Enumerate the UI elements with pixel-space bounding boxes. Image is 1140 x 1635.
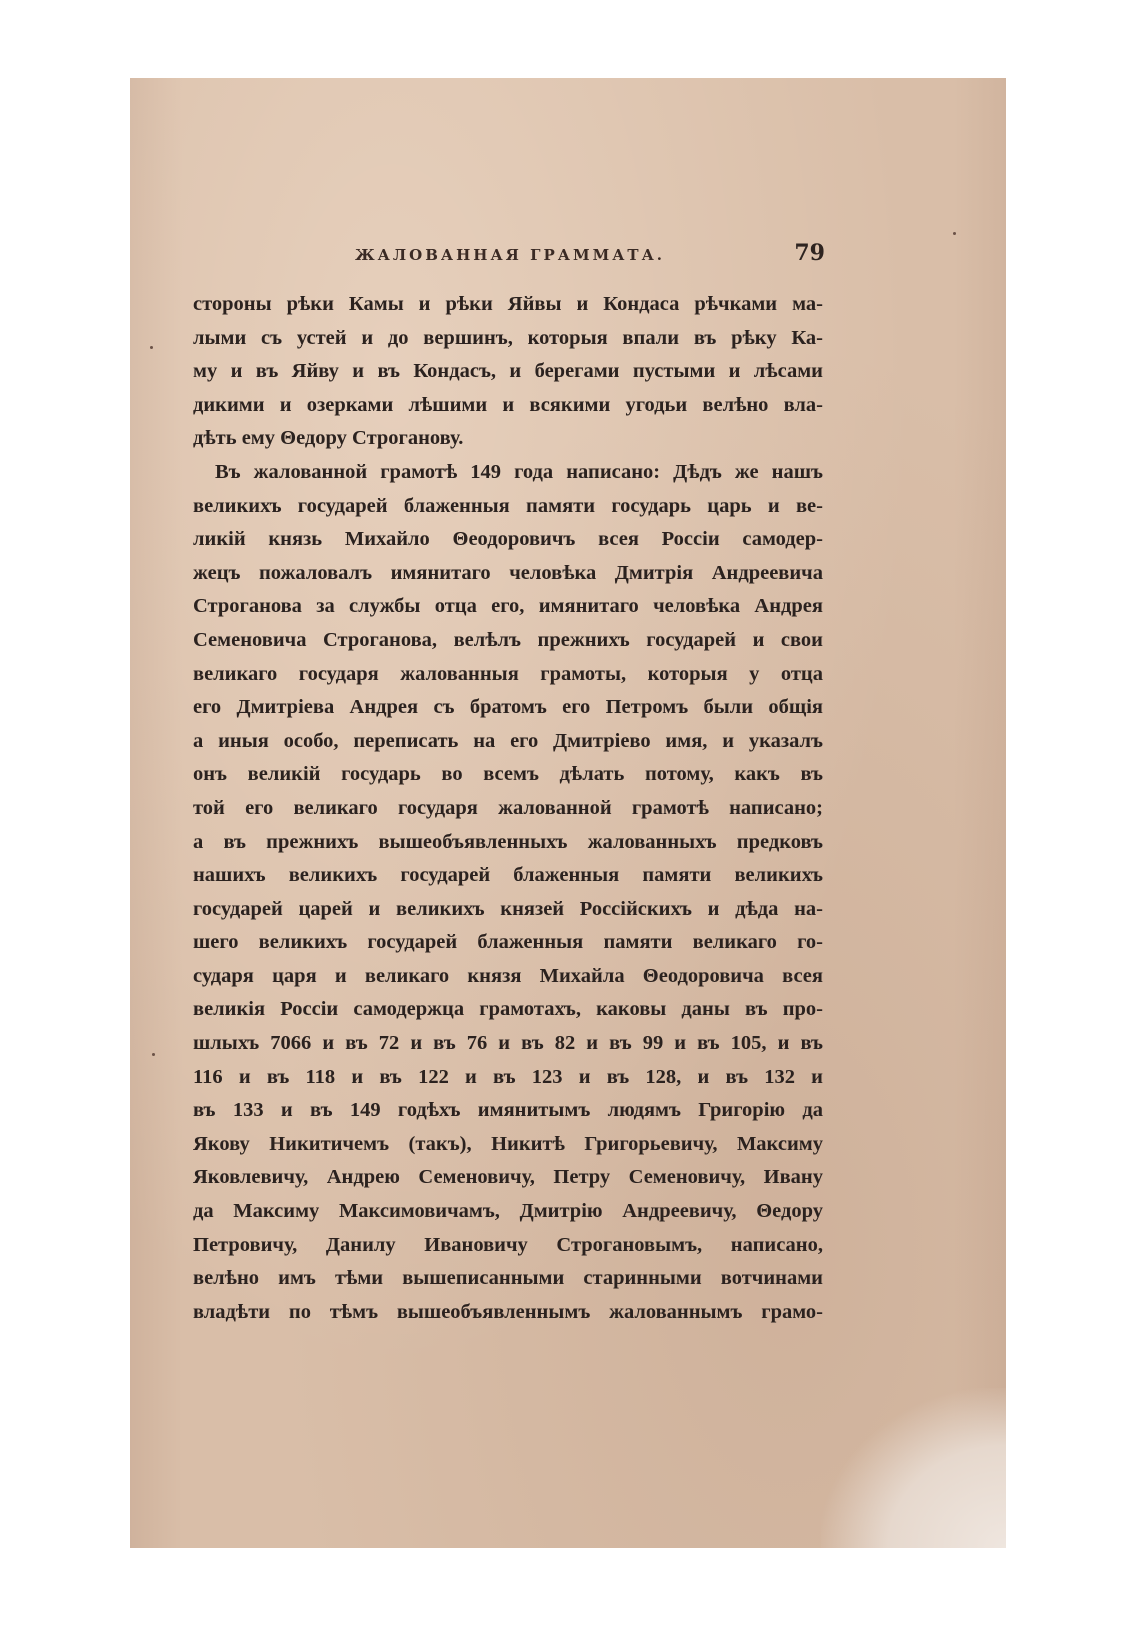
text-line: дѣть ему Θедору Строганову. <box>193 427 464 450</box>
page-corner-shading <box>821 1388 1006 1548</box>
running-title: ЖАЛОВАННАЯ ГРАММАТА. <box>355 246 666 264</box>
text-line: велѣно имъ тѣми вышеписанными старинными вотчинами <box>193 1267 823 1290</box>
text-line: ликій князь Михайло Θеодоровичъ всея Россіи самодер- <box>193 528 823 551</box>
page-number: 79 <box>794 240 825 266</box>
text-line: Въ жалованной грамотѣ 149 года написано: Дѣдъ же нашъ <box>215 460 823 483</box>
text-line: Якову Никитичемъ (такъ), Никитѣ Григорьевичу, Максиму <box>193 1132 823 1155</box>
paper-speck <box>953 232 956 235</box>
text-line: той его великаго государя жалованной грамотѣ написано; <box>193 796 823 819</box>
text-line: Петровичу, Данилу Ивановичу Строгановымъ, написано, <box>193 1233 823 1256</box>
text-line: 116 и въ 118 и въ 122 и въ 123 и въ 128, и въ 132 и <box>193 1065 823 1088</box>
text-line: а въ прежнихъ вышеобъявленныхъ жалованныхъ предковъ <box>193 830 823 853</box>
text-line: а иныя особо, переписать на его Дмитріево имя, и указалъ <box>193 729 823 752</box>
text-line: шлыхъ 7066 и въ 72 и въ 76 и въ 82 и въ 99 и въ 105, и въ <box>193 1032 823 1055</box>
text-line: Семеновича Строганова, велѣлъ прежнихъ государей и свои <box>193 628 823 651</box>
text-line: жецъ пожаловалъ имянитаго человѣка Дмитрія Андреевича <box>193 561 823 584</box>
text-line: великаго государя жалованныя грамоты, которыя у отца <box>193 662 823 685</box>
text-line: онъ великій государь во всемъ дѣлать потому, какъ въ <box>193 763 823 786</box>
running-header <box>355 240 825 270</box>
text-line: му и въ Яйву и въ Кондасъ, и берегами пустыми и лѣсами <box>193 360 823 383</box>
text-line: Строганова за службы отца его, имянитаго человѣка Андрея <box>193 595 823 618</box>
paper-speck <box>152 1053 155 1056</box>
text-line: да Максиму Максимовичамъ, Дмитрію Андреевичу, Θедору <box>193 1200 823 1223</box>
text-line: лыми съ устей и до вершинъ, которыя впали въ рѣку Ка- <box>193 326 823 349</box>
body-text <box>193 288 823 1329</box>
text-line: государей царей и великихъ князей Россійскихъ и дѣда на- <box>193 897 823 920</box>
text-line: сударя царя и великаго князя Михайла Θеодоровича всея <box>193 964 823 987</box>
text-line: стороны рѣки Камы и рѣки Яйвы и Кондаса рѣчками ма- <box>193 293 823 315</box>
text-line: въ 133 и въ 149 годѣхъ имянитымъ людямъ Григорію да <box>193 1099 823 1122</box>
text-line: владѣти по тѣмъ вышеобъявленнымъ жалованнымъ грамо- <box>193 1300 823 1323</box>
text-line: Яковлевичу, Андрею Семеновичу, Петру Семеновичу, Ивану <box>193 1166 823 1189</box>
text-line: шего великихъ государей блаженныя памяти великаго го- <box>193 931 823 954</box>
text-line: дикими и озерками лѣшими и всякими угодьи велѣно вла- <box>193 393 823 416</box>
text-line: нашихъ великихъ государей блаженныя памяти великихъ <box>193 864 823 887</box>
paper-speck <box>150 346 153 349</box>
text-line: великихъ государей блаженныя памяти государь царь и ве- <box>193 494 823 517</box>
text-line: великія Россіи самодержца грамотахъ, каковы даны въ про- <box>193 998 823 1021</box>
text-line: его Дмитріева Андрея съ братомъ его Петромъ были общія <box>193 696 823 719</box>
